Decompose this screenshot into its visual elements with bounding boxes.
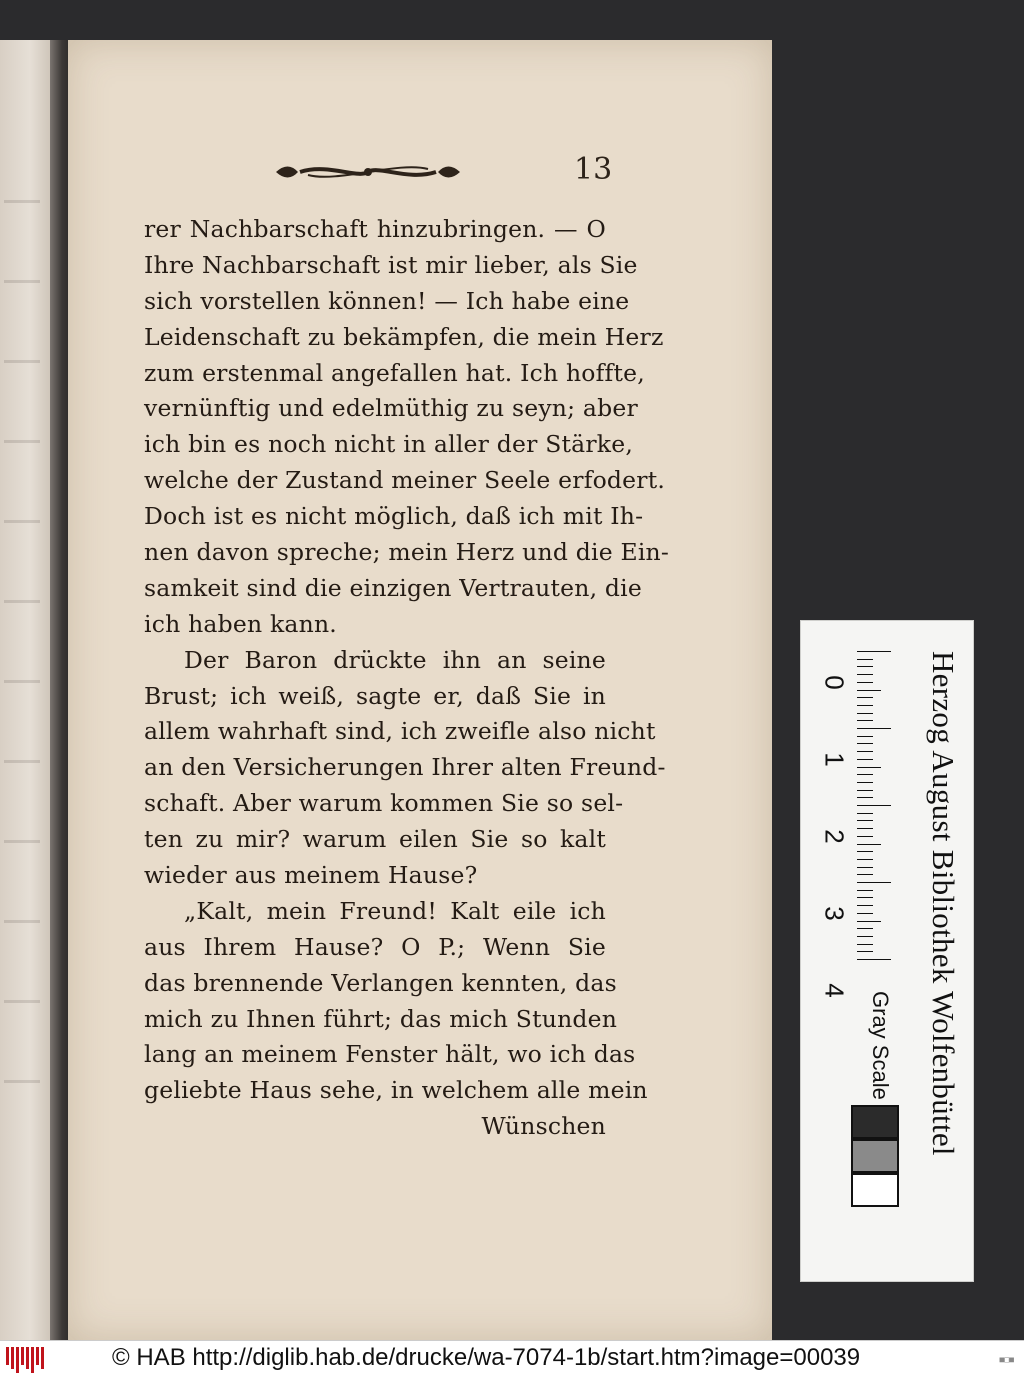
text-line: Leidenschaft zu bekämpfen, die mein Herz [144,322,664,351]
page-text [144,212,670,1145]
text-line: ten zu mir? warum eilen Sie so kalt [144,825,606,854]
ruler-tick [857,728,891,729]
ruler-tick [857,736,873,737]
gray-swatch-dark [851,1105,899,1139]
text-line: wieder aus meinem Hause? [144,861,478,890]
text-line: ich bin es noch nicht in aller der Stärke, [144,430,634,459]
text-line: mich zu Ihnen führt; das mich Stunden [144,1004,618,1033]
text-line: welche der Zustand meiner Seele erfodert. [144,466,666,495]
text-line: samkeit sind die einzigen Vertrauten, die [144,573,642,602]
ruler-tick [857,713,873,714]
ruler-tick [857,682,873,683]
ruler-numbers [813,649,859,1029]
text-line: Doch ist es nicht möglich, daß ich mit Ih- [144,502,644,531]
ruler-tick [857,867,873,868]
ruler-tick [857,666,873,667]
text-line: rer Nachbarschaft hinzubringen. — O [144,215,606,243]
ruler-tick [857,813,873,814]
ruler-number: 3 [819,906,850,921]
ruler-tick [857,674,873,675]
previous-page-edge [0,40,50,1340]
text-line: allem wahrhaft sind, ich zweifle also nicht [144,717,656,746]
ruler-tick [857,959,891,960]
gray-scale-label: Gray Scale [868,991,893,1100]
text-line: sich vorstellen können! — Ich habe eine [144,286,630,315]
text-line: zum erstenmal angefallen hat. Ich hoffte, [144,358,645,387]
ruler-tick [857,897,873,898]
hab-logo-icon [6,1345,46,1373]
text-line: nen davon spreche; mein Herz und die Ein- [144,538,670,567]
ruler-tick [857,936,873,937]
ruler-tick [857,951,873,952]
ruler-tick [857,774,873,775]
color-scale-ruler [800,620,974,1282]
text-line: vernünftig und edelmüthig zu seyn; aber [144,394,638,423]
text-line: Brust; ich weiß, sagte er, daß Sie in [144,681,606,710]
ruler-tick [857,797,873,798]
footer-dots: ■□■ [999,1355,1014,1364]
text-line: Wünschen [481,1112,606,1141]
ruler-number: 1 [819,752,850,767]
footer-bar [0,1340,1024,1377]
ruler-number: 4 [819,983,850,998]
ruler-tick [857,836,873,837]
ruler-tick [857,790,873,791]
ruler-tick [857,913,873,914]
text-line: ich haben kann. [144,609,337,638]
ruler-tick [857,651,891,652]
ruler-tick [857,705,873,706]
ruler-tick [857,743,873,744]
text-line: an den Versicherungen Ihrer alten Freund- [144,753,666,782]
ruler-tick [857,697,873,698]
ruler-tick [857,905,873,906]
text-line: geliebte Haus sehe, in welchem alle mein [144,1076,648,1105]
text-line: Ihre Nachbarschaft ist mir lieber, als Sie [144,250,638,279]
text-line: „Kalt, mein Freund! Kalt eile ich [184,896,606,925]
ruler-tick [857,659,873,660]
page-number: 13 [574,152,613,187]
text-line: aus Ihrem Hause? O P.; Wenn Sie [144,932,606,961]
text-line: lang an meinem Fenster hält, wo ich das [144,1040,636,1069]
ruler-tick [857,720,873,721]
ruler-number: 0 [819,675,850,690]
ruler-tick [857,828,873,829]
ruler-ticks [857,651,897,1001]
gray-swatch-mid [851,1139,899,1173]
book-gutter [50,40,70,1340]
text-line: Der Baron drückte ihn an seine [184,645,606,674]
text-line: schaft. Aber warum kommen Sie so sel- [144,789,624,818]
institution-name: Herzog August Bibliothek Wolfenbüttel [926,651,961,1156]
ruler-tick [857,944,873,945]
ruler-tick [857,844,881,845]
text-line: das brennende Verlangen kennten, das [144,968,617,997]
footer-copyright-link[interactable]: © HAB http://diglib.hab.de/drucke/wa-7074-1b/start.htm?image=00039 [112,1344,861,1371]
ruler-tick [857,782,873,783]
ruler-tick [857,751,873,752]
ruler-tick [857,820,873,821]
ruler-tick [857,805,891,806]
ruler-tick [857,759,873,760]
ruler-tick [857,928,873,929]
ruler-tick [857,851,873,852]
ruler-tick [857,890,873,891]
ruler-tick [857,859,873,860]
gray-swatch-white [851,1173,899,1207]
ruler-tick [857,874,873,875]
ruler-tick [857,882,891,883]
ruler-tick [857,767,881,768]
ruler-tick [857,921,881,922]
ruler-number: 2 [819,829,850,844]
ornament-icon [268,155,468,189]
ruler-tick [857,690,881,691]
